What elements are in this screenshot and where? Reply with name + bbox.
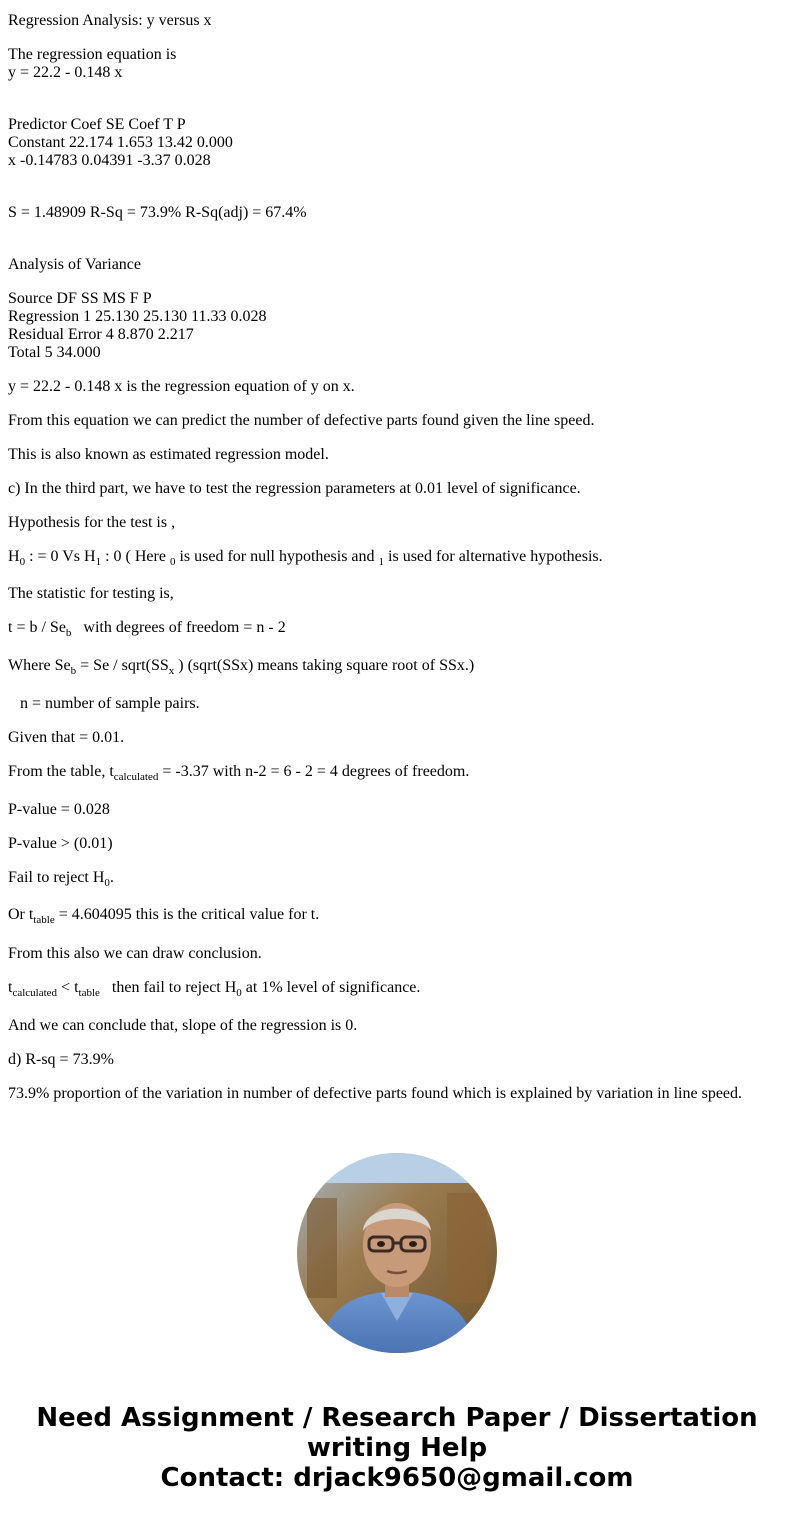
paragraph: From this equation we can predict the number of defective parts found given the line speed.: [8, 412, 595, 429]
critical-value-line: Or $t_{table} = 4.604095$ this is the critical value for t.: [8, 906, 320, 926]
p-value: P-value = 0.028: [8, 801, 110, 818]
anova-table-row: Residual Error 4 8.870 2.217: [8, 326, 194, 343]
document-body: [8, 12, 788, 1119]
page-title: Regression Analysis: y versus x: [8, 12, 212, 29]
paragraph: And we can conclude that, slope of the regression is 0.: [8, 1017, 358, 1034]
anova-table-header: Source DF SS MS F P: [8, 290, 152, 307]
hypothesis-line: $H_0$ : = 0 Vs $H_1$ : 0 ( Here $_0$ is used for null hypothesis and $_1$ is used for alternative hypothesis.: [8, 548, 603, 568]
fail-to-reject: Fail to reject $H_0$.: [8, 869, 114, 889]
coef-table-header: Predictor Coef SE Coef T P: [8, 116, 186, 133]
fit-stats: S = 1.48909 R-Sq = 73.9% R-Sq(adj) = 67.4%: [8, 204, 307, 221]
equation-intro: The regression equation is: [8, 46, 177, 63]
paragraph: The statistic for testing is,: [8, 585, 174, 602]
footer-banner: [0, 1403, 794, 1493]
n-definition: n = number of sample pairs.: [8, 695, 200, 712]
paragraph: Hypothesis for the test is ,: [8, 514, 176, 531]
paragraph: From this also we can draw conclusion.: [8, 945, 262, 962]
coef-table-row: x -0.14783 0.04391 -3.37 0.028: [8, 152, 211, 169]
t-comparison-line: $t_{calculated} < t_{table}$ then fail to reject $H_0$ at 1% level of significance.: [8, 979, 421, 999]
from-table-line: From the table, $t_{calculated} = -3.37$ with n-2 = 6 - 2 = 4 degrees of freedom.: [8, 763, 470, 783]
avatar: [297, 1153, 497, 1353]
given-line: Given that = 0.01.: [8, 729, 125, 746]
coef-table-row: Constant 22.174 1.653 13.42 0.000: [8, 134, 233, 151]
where-line: Where $Se_b = Se$ / $sqrt(SS_x$ ) (sqrt(SSx) means taking square root of SSx.): [8, 657, 475, 677]
footer-contact: Contact: drjack9650@gmail.com: [160, 1463, 634, 1493]
r-squared: d) R-sq = 73.9%: [8, 1051, 114, 1068]
anova-table-row: Total 5 34.000: [8, 344, 101, 361]
footer-line: Need Assignment / Research Paper / Dissertation: [36, 1403, 758, 1433]
r-squared-explanation: 73.9% proportion of the variation in number of defective parts found which is explained by variation in line speed.: [8, 1085, 743, 1102]
avatar-photo: [297, 1153, 497, 1353]
regression-equation: y = 22.2 - 0.148 x: [8, 64, 123, 81]
t-statistic-line: $t = b / Se_b$ with degrees of freedom = n - 2: [8, 619, 286, 639]
anova-table-row: Regression 1 25.130 25.130 11.33 0.028: [8, 308, 267, 325]
anova-title: Analysis of Variance: [8, 256, 141, 273]
p-value-comparison: P-value > (0.01): [8, 835, 113, 852]
footer-line: writing Help: [306, 1433, 488, 1463]
paragraph: c) In the third part, we have to test the regression parameters at 0.01 level of significance.: [8, 480, 581, 497]
paragraph: This is also known as estimated regression model.: [8, 446, 329, 463]
paragraph: y = 22.2 - 0.148 x is the regression equation of y on x.: [8, 378, 355, 395]
